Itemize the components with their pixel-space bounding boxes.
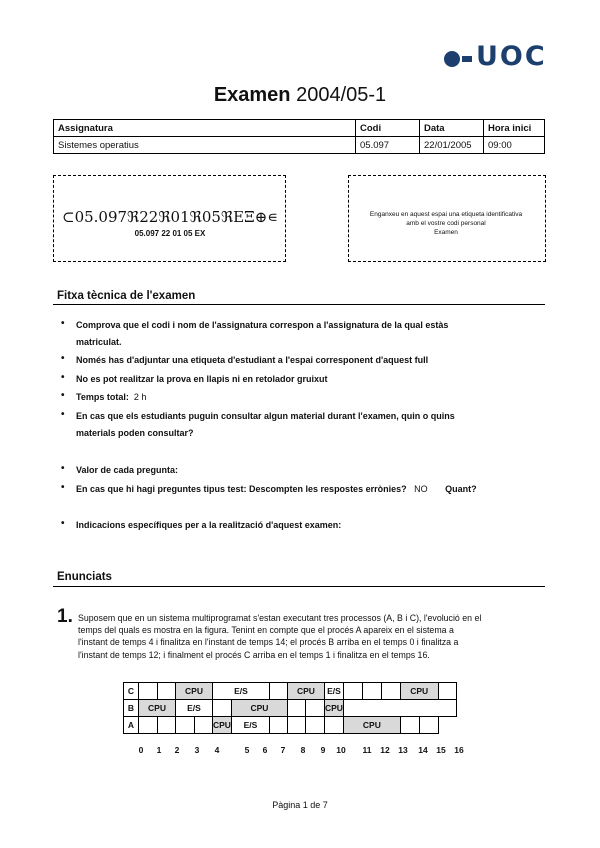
- title-bold: Examen: [213, 84, 291, 106]
- logo-dot-icon: [444, 51, 460, 67]
- io-burst-cell: E/S: [213, 683, 270, 700]
- io-burst-cell: E/S: [231, 717, 269, 734]
- bullet-4: •: [61, 390, 65, 401]
- idle-cell: [269, 717, 287, 734]
- timeline-row-a: [124, 717, 457, 734]
- timeline-row-c: [124, 683, 457, 700]
- value-hora: 09:00: [484, 137, 545, 154]
- cpu-burst-cell: CPU: [343, 717, 400, 734]
- fitxa-item-6: Valor de cada pregunta:: [76, 465, 179, 475]
- cpu-burst-cell: CPU: [324, 700, 343, 717]
- tick-label: 9: [320, 745, 326, 755]
- enunciats-heading: Enunciats: [57, 571, 112, 583]
- page-title: [0, 84, 600, 107]
- tick-label: 11: [362, 745, 372, 755]
- idle-cell: [324, 717, 343, 734]
- fitxa-item-7: [76, 481, 536, 498]
- process-label: A: [124, 717, 139, 734]
- idle-cell: [381, 683, 400, 700]
- page-footer: Pàgina 1 de 7: [272, 800, 328, 810]
- bullet-7: •: [61, 482, 65, 493]
- fitxa-heading: Fitxa tècnica de l'examen: [57, 290, 196, 302]
- temps-value: 2 h: [133, 392, 147, 402]
- header-codi: Codi: [356, 120, 420, 137]
- tick-label: 6: [262, 745, 268, 755]
- fitxa-item-3: No es pot realitzar la prova en llapis ni en retolador gruixut: [76, 374, 328, 384]
- logo-text: UOC: [476, 41, 547, 72]
- value-assignatura: Sistemes operatius: [54, 137, 356, 154]
- idle-cell: [287, 700, 306, 717]
- io-burst-cell: E/S: [324, 683, 343, 700]
- tick-label: 16: [454, 745, 464, 755]
- idle-cell: [157, 683, 176, 700]
- idle-cell: [194, 717, 213, 734]
- idle-cell: [306, 700, 325, 717]
- test-quant: Quant?: [445, 484, 477, 494]
- cpu-burst-cell: CPU: [287, 683, 324, 700]
- test-question: En cas que hi hagi preguntes tipus test: Descompten les respostes errònies?: [76, 484, 407, 494]
- tick-label: 4: [214, 745, 220, 755]
- fitxa-item-4: [76, 389, 536, 406]
- cpu-burst-cell: CPU: [400, 683, 438, 700]
- enunciats-rule: [53, 586, 545, 587]
- idle-cell: [287, 717, 306, 734]
- header-assignatura: Assignatura: [54, 120, 356, 137]
- q1-line4: l'instant de temps 12; i finalment el procés C arriba en el temps 1 i finalitza en el temps 16.: [78, 649, 430, 660]
- tick-label: 3: [194, 745, 200, 755]
- idle-cell: [419, 717, 438, 734]
- bullet-1: •: [61, 318, 65, 329]
- bullet-5: •: [61, 409, 65, 420]
- idle-cell: [269, 683, 287, 700]
- question-1-number: 1.: [57, 606, 73, 627]
- fitxa-item-5: [76, 408, 536, 442]
- tick-label: 5: [244, 745, 250, 755]
- item1-line1: Comprova que el codi i nom de l'assignatura correspon a l'assignatura de la qual estàs: [76, 320, 449, 330]
- idle-cell: [362, 683, 381, 700]
- bullet-3: •: [61, 372, 65, 383]
- tick-label: 10: [336, 745, 346, 755]
- idle-cell: [400, 717, 419, 734]
- q1-line1: Suposem que en un sistema multiprogramat s'estan executant tres processos (A, B i C), l'evolució en el: [78, 613, 482, 623]
- label-note-line2: amb el vostre codi personal: [406, 220, 486, 227]
- fitxa-item-8: Indicacions específiques per a la realització d'aquest examen:: [76, 520, 342, 530]
- io-burst-cell: E/S: [176, 700, 213, 717]
- bullet-2: •: [61, 353, 65, 364]
- info-value-row: [54, 137, 545, 154]
- header-data: Data: [420, 120, 484, 137]
- cpu-burst-cell: CPU: [213, 717, 232, 734]
- cpu-burst-cell: CPU: [176, 683, 213, 700]
- process-label: B: [124, 700, 139, 717]
- cpu-burst-cell: CPU: [231, 700, 287, 717]
- tick-label: 7: [280, 745, 286, 755]
- question-1-text: [78, 612, 541, 661]
- tick-label: 15: [436, 745, 446, 755]
- label-note-line1: Enganxeu en aquest espai una etiqueta identificativa: [369, 211, 523, 218]
- tick-label: 12: [380, 745, 390, 755]
- tick-label: 1: [156, 745, 162, 755]
- barcode-number: 05.097 22 01 05 EX: [134, 229, 206, 238]
- bullet-8: •: [61, 518, 65, 529]
- cpu-burst-cell: CPU: [139, 700, 176, 717]
- item5-line2: materials poden consultar?: [76, 428, 194, 438]
- header-hora: Hora inici: [484, 120, 545, 137]
- info-header-row: [54, 120, 545, 137]
- process-timeline-table: [123, 682, 457, 734]
- exam-info-table: [53, 119, 545, 154]
- value-data: 22/01/2005: [420, 137, 484, 154]
- tick-label: 8: [300, 745, 306, 755]
- label-note-line3: Examen: [434, 229, 458, 236]
- item1-line2: matriculat.: [76, 337, 122, 347]
- tick-label: 14: [418, 745, 428, 755]
- process-label: C: [124, 683, 139, 700]
- barcode-code: ⊂05.097ℜ22ℜ01ℜ05ℜEΞ⊕∊: [62, 208, 278, 226]
- idle-cell: [139, 683, 158, 700]
- logo-bar-icon: [462, 56, 472, 62]
- tick-label: 0: [138, 745, 144, 755]
- idle-cell: [176, 717, 195, 734]
- q1-line3: l'instant de temps 4 i finalitza en l'instant de temps 14; el procés B arriba en el temps 0 i finalitza a: [78, 637, 459, 648]
- tick-label: 13: [398, 745, 408, 755]
- fitxa-item-1: [76, 317, 536, 351]
- fitxa-item-2: Només has d'adjuntar una etiqueta d'estudiant a l'espai corresponent d'aquest full: [76, 355, 429, 365]
- value-codi: 05.097: [356, 137, 420, 154]
- bullet-6: •: [61, 463, 65, 474]
- temps-label: Temps total:: [76, 392, 129, 402]
- timeline-row-b: [124, 700, 457, 717]
- test-answer: NO: [414, 484, 428, 494]
- idle-cell: [438, 683, 456, 700]
- idle-cell: [306, 717, 325, 734]
- idle-cell: [139, 717, 158, 734]
- idle-cell: [213, 700, 232, 717]
- idle-cell: [157, 717, 176, 734]
- item5-line1: En cas que els estudiants puguin consultar algun material durant l'examen, quin o quins: [76, 411, 455, 421]
- fitxa-rule: [53, 304, 545, 305]
- idle-cell: [343, 700, 456, 717]
- tick-label: 2: [174, 745, 180, 755]
- student-label-note: [352, 210, 540, 237]
- title-rest: 2004/05-1: [290, 84, 387, 106]
- idle-cell: [343, 683, 362, 700]
- q1-line2: temps del quals es mostra en la figura. Tenint en compte que el procés A apareix en el sistema a: [78, 625, 454, 636]
- uoc-logo: [444, 41, 547, 72]
